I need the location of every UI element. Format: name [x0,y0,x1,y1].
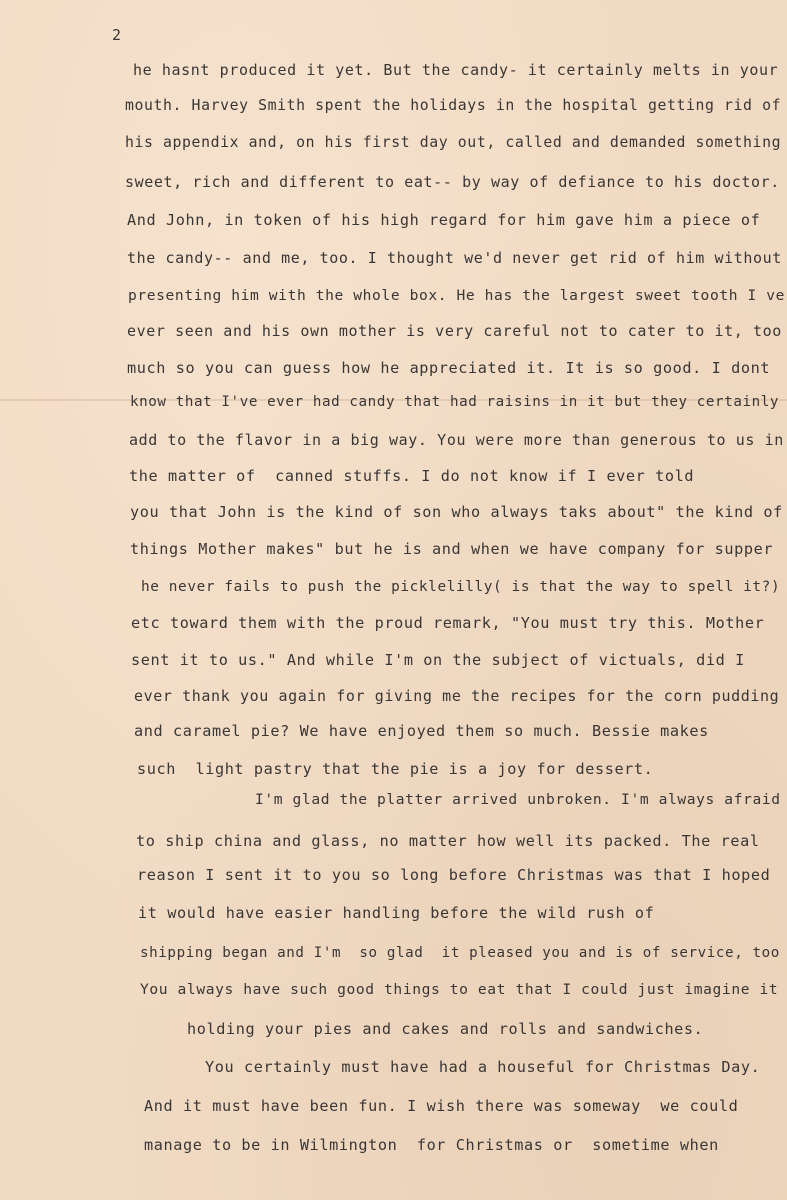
text-line: And it must have been fun. I wish there was someway we could [144,1097,739,1115]
page-number: 2 [112,26,122,44]
text-line: manage to be in Wilmington for Christmas or sometime when [144,1136,719,1154]
text-line: etc toward them with the proud remark, "You must try this. Mother [131,614,765,632]
text-line: sent it to us." And while I'm on the subject of victuals, did I [131,651,745,669]
text-line: ever seen and his own mother is very careful not to cater to it, too [127,322,782,340]
text-line: the matter of canned stuffs. I do not know if I ever told [129,467,695,485]
text-line: You certainly must have had a houseful for Christmas Day. [205,1058,761,1076]
text-line: reason I sent it to you so long before Christmas was that I hoped [137,866,771,884]
text-line: shipping began and I'm so glad it pleased you and is of service, too [140,945,780,961]
text-line: such light pastry that the pie is a joy for dessert. [137,760,654,778]
text-line: he hasnt produced it yet. But the candy- it certainly melts in your [133,61,779,79]
text-line: things Mother makes" but he is and when we have company for supper [130,540,774,558]
text-line: I'm glad the platter arrived unbroken. I'm always afraid [255,791,781,808]
text-line: mouth. Harvey Smith spent the holidays in the hospital getting rid of [125,97,782,114]
text-line: to ship china and glass, no matter how well its packed. The real [136,832,760,850]
text-line: he never fails to push the picklelilly( is that the way to spell it?) [141,579,781,595]
text-line: know that I've ever had candy that had raisins in it but they certainly [130,394,780,410]
text-line: the candy-- and me, too. I thought we'd never get rid of him without [127,249,782,267]
text-line: sweet, rich and different to eat-- by way of defiance to his doctor. [125,173,780,191]
text-line: presenting him with the whole box. He has the largest sweet tooth I ve [128,287,786,304]
text-line: ever thank you again for giving me the recipes for the corn pudding [134,687,780,705]
text-line: And John, in token of his high regard for him gave him a piece of [127,211,761,229]
text-line: his appendix and, on his first day out, called and demanded something [125,134,782,151]
text-line: and caramel pie? We have enjoyed them so much. Bessie makes [134,722,709,740]
text-line: add to the flavor in a big way. You were more than generous to us in [129,431,784,449]
text-line: holding your pies and cakes and rolls and sandwiches. [187,1020,704,1038]
text-line: much so you can guess how he appreciated it. It is so good. I dont [127,359,771,377]
text-line: it would have easier handling before the wild rush of [138,904,655,922]
text-line: You always have such good things to eat that I could just imagine it [140,981,779,998]
text-line: you that John is the kind of son who always taks about" the kind of [130,503,783,521]
